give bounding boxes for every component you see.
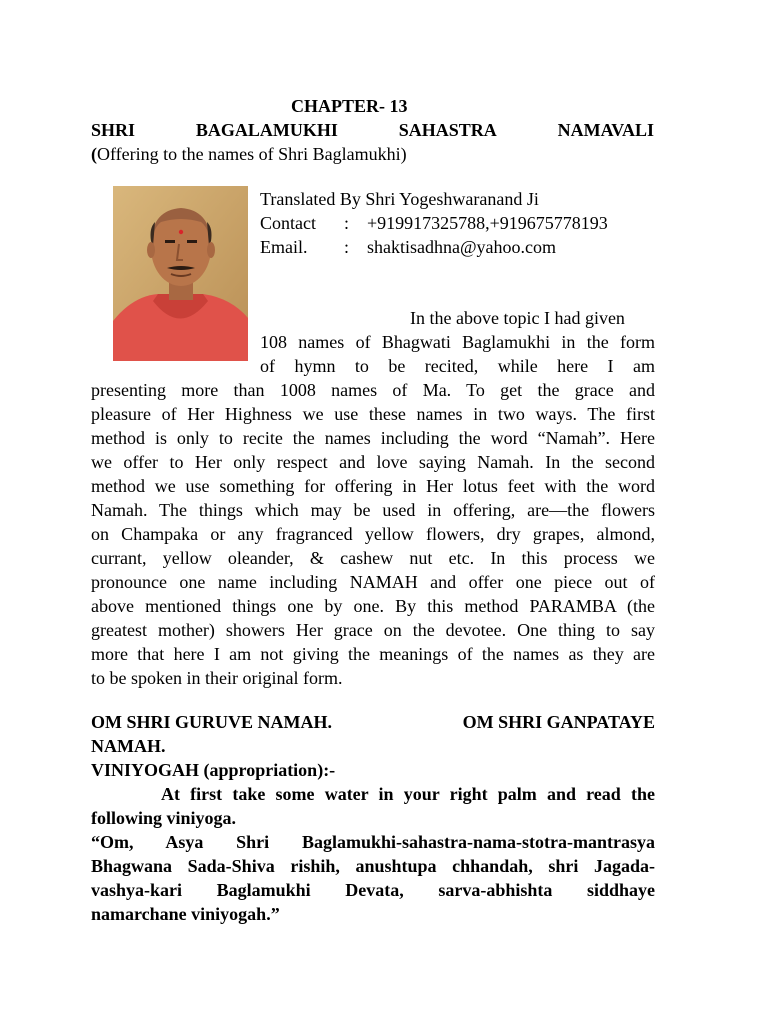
intro-paragraph xyxy=(91,378,655,690)
email-row xyxy=(260,235,556,259)
intro-line: 108 names of Bhagwati Baglamukhi in the form xyxy=(260,332,655,352)
translator-credit: Translated By Shri Yogeshwaranand Ji xyxy=(260,189,539,209)
paragraph-line: presenting more than 1008 names of Ma. To get the grace and xyxy=(91,380,655,400)
viniyogah-heading: VINIYOGAH (appropriation):- xyxy=(91,760,336,780)
mantra-line: vashya-kari Baglamukhi Devata, sarva-abhishta siddhaye xyxy=(91,880,655,900)
paragraph-line: above mentioned things one by one. By this method PARAMBA (the xyxy=(91,596,655,616)
mantra-line: namarchane viniyogah.” xyxy=(91,904,280,924)
title-word: NAMAVALI xyxy=(557,120,654,140)
ganpati-invocation: OM SHRI GANPATAYE xyxy=(462,712,655,732)
mantra-line: “Om, Asya Shri Baglamukhi-sahastra-nama-stotra-mantrasya xyxy=(91,832,655,852)
paragraph-line: to be spoken in their original form. xyxy=(91,668,343,688)
paragraph-line: pronounce one name including NAMAH and offer one piece out of xyxy=(91,572,655,592)
separator: : xyxy=(344,213,350,233)
portrait-image xyxy=(113,186,248,361)
invocation-line xyxy=(91,710,655,734)
email-address: shaktisadhna@yahoo.com xyxy=(367,237,557,257)
paragraph-line: we offer to Her only respect and love saying Namah. In the second xyxy=(91,452,655,472)
chapter-heading: CHAPTER- 13 xyxy=(291,96,408,116)
title-word: BAGALAMUKHI xyxy=(195,120,338,140)
guru-invocation: OM SHRI GURUVE NAMAH. xyxy=(91,712,332,732)
paragraph-line: method we use something for offering in Her lotus feet with the word xyxy=(91,476,655,496)
intro-line: of hymn to be recited, while here I am xyxy=(260,356,655,376)
document-subtitle: (Offering to the names of Shri Baglamukhi) xyxy=(91,144,407,164)
instruction-line: At first take some water in your right palm and read the xyxy=(161,784,655,804)
paragraph-line: more that here I am not giving the meanings of the names as they are xyxy=(91,644,655,664)
title-word: SAHASTRA xyxy=(398,120,497,140)
paragraph-line: pleasure of Her Highness we use these names in two ways. The first xyxy=(91,404,655,424)
paragraph-line: on Champaka or any fragranced yellow flowers, dry grapes, almond, xyxy=(91,524,655,544)
contact-phone: +919917325788,+919675778193 xyxy=(367,213,608,233)
intro-line: In the above topic I had given xyxy=(410,308,625,328)
document-title xyxy=(91,118,654,142)
title-word: SHRI xyxy=(91,120,136,140)
paragraph-line: Namah. The things which may be used in offering, are—the flowers xyxy=(91,500,655,520)
separator: : xyxy=(344,237,350,257)
contact-label: Contact xyxy=(260,213,316,233)
mantra-line: Bhagwana Sada-Shiva rishih, anushtupa chhandah, shri Jagada- xyxy=(91,856,655,876)
mantra-paragraph xyxy=(91,830,655,926)
email-label: Email. xyxy=(260,237,308,257)
paragraph-line: currant, yellow oleander, & cashew nut etc. In this process we xyxy=(91,548,655,568)
contact-row xyxy=(260,211,608,235)
subtitle-text: Offering to the names of Shri Baglamukhi) xyxy=(97,144,407,164)
portrait-photo xyxy=(113,186,248,361)
paragraph-line: greatest mother) showers Her grace on the devotee. One thing to say xyxy=(91,620,655,640)
instruction-paragraph xyxy=(91,782,655,830)
instruction-line: following viniyoga. xyxy=(91,808,237,828)
paragraph-line: method is only to recite the names including the word “Namah”. Here xyxy=(91,428,655,448)
invocation-continuation: NAMAH. xyxy=(91,736,166,756)
